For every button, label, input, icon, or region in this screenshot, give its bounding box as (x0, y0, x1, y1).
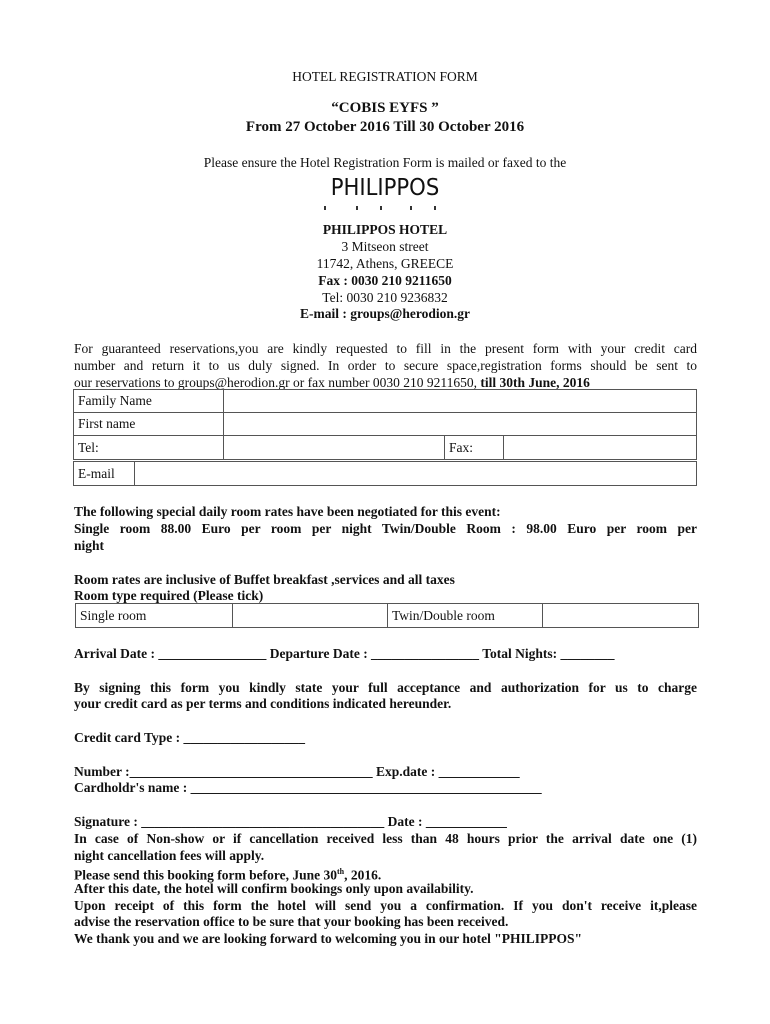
email-field[interactable] (135, 462, 697, 486)
thanks-line: We thank you and we are looking forward to welcoming you in our hotel "PHILIPPOS" (74, 931, 583, 946)
first-name-field[interactable] (224, 413, 697, 436)
intro-line-1: For guaranteed reservations,you are kindly requested to fill in the present form with your credit card (74, 341, 697, 356)
dates-line (74, 645, 697, 662)
room-type-table (75, 603, 699, 628)
rates-line-1: Single room 88.00 Euro per room per night Twin/Double Room : 98.00 Euro per room per (74, 521, 697, 536)
event-dates: From 27 October 2016 Till 30 October 2016 (245, 119, 525, 135)
logo-text: PHILIPPOS (330, 175, 440, 201)
deadline-text: till 30th June, 2016 (480, 375, 590, 390)
fax-field[interactable] (504, 436, 697, 460)
family-name-label: Family Name (74, 390, 224, 413)
total-nights[interactable]: Total Nights: ________ (482, 646, 615, 661)
signature-date[interactable]: Signature : ____________________________________ Date : ____________ (74, 814, 507, 829)
departure-date[interactable]: Departure Date : ________________ (269, 646, 480, 661)
tel-label: Tel: (74, 436, 224, 460)
noshow-line-2: night cancellation fees will apply. (74, 848, 265, 863)
room-type-required: Room type required (Please tick) (74, 588, 264, 603)
fax-label: Fax: (445, 436, 504, 460)
card-number-expdate[interactable]: Number :____________________________________ Exp.date : ____________ (74, 764, 520, 779)
intro-line-3-text: our reservations to groups@herodion.gr or fax number 0030 210 9211650, (74, 375, 477, 390)
first-name-label: First name (74, 413, 224, 436)
hotel-street: 3 Mitseon street (341, 239, 429, 254)
mail-note: Please ensure the Hotel Registration Form is mailed or faxed to the (203, 155, 567, 170)
noshow-line-1: In case of Non-show or if cancellation received less than 48 hours prior the arrival date one (1) (74, 831, 697, 846)
acceptance-line-2: your credit card as per terms and conditions indicated hereunder. (74, 696, 452, 711)
rates-intro: The following special daily room rates have been negotiated for this event: (74, 504, 501, 519)
double-room-label: Twin/Double room (388, 604, 543, 628)
send-before-sup: th (337, 867, 345, 876)
confirm-line-2: advise the reservation office to be sure that your booking has been received. (74, 914, 509, 929)
rates-inclusive: Room rates are inclusive of Buffet breakfast ,services and all taxes (74, 572, 455, 587)
email-table (73, 461, 697, 486)
single-room-tick[interactable] (233, 604, 388, 628)
rates-line-2: night (74, 538, 105, 553)
hotel-logo (0, 175, 770, 201)
acceptance-line-1: By signing this form you kindly state your full acceptance and authorization for us to charge (74, 680, 697, 695)
intro-line-2: number and return it to us duly signed. In order to secure space,registration forms should be sent to (74, 358, 697, 373)
hotel-email: E-mail : groups@herodion.gr (300, 306, 470, 321)
send-before-text: Please send this booking form before, June 30 (74, 867, 338, 883)
single-room-label: Single room (76, 604, 233, 628)
hotel-fax: Fax : 0030 210 9211650 (318, 273, 452, 288)
event-name: “COBIS EYFS ” (331, 100, 439, 116)
email-label: E-mail (74, 462, 135, 486)
availability-note: After this date, the hotel will confirm bookings only upon availability. (74, 881, 474, 896)
form-title: HOTEL REGISTRATION FORM (292, 69, 478, 84)
tel-field[interactable] (224, 436, 445, 460)
hotel-name: PHILIPPOS HOTEL (322, 222, 448, 237)
family-name-field[interactable] (224, 390, 697, 413)
confirm-line-1: Upon receipt of this form the hotel will send you a confirmation. If you don't receive it,please (74, 898, 697, 913)
guest-details-table (73, 389, 697, 460)
credit-card-type[interactable]: Credit card Type : __________________ (74, 730, 305, 745)
arrival-date[interactable]: Arrival Date : ________________ (74, 646, 267, 661)
hotel-city: 11742, Athens, GREECE (316, 256, 454, 271)
logo-underline-marks (318, 206, 458, 212)
hotel-tel: Tel: 0030 210 9236832 (322, 290, 448, 305)
double-room-tick[interactable] (543, 604, 699, 628)
send-before-end: , 2016. (344, 867, 382, 883)
cardholder-name[interactable]: Cardholdr's name : ____________________________________________________ (74, 780, 542, 795)
